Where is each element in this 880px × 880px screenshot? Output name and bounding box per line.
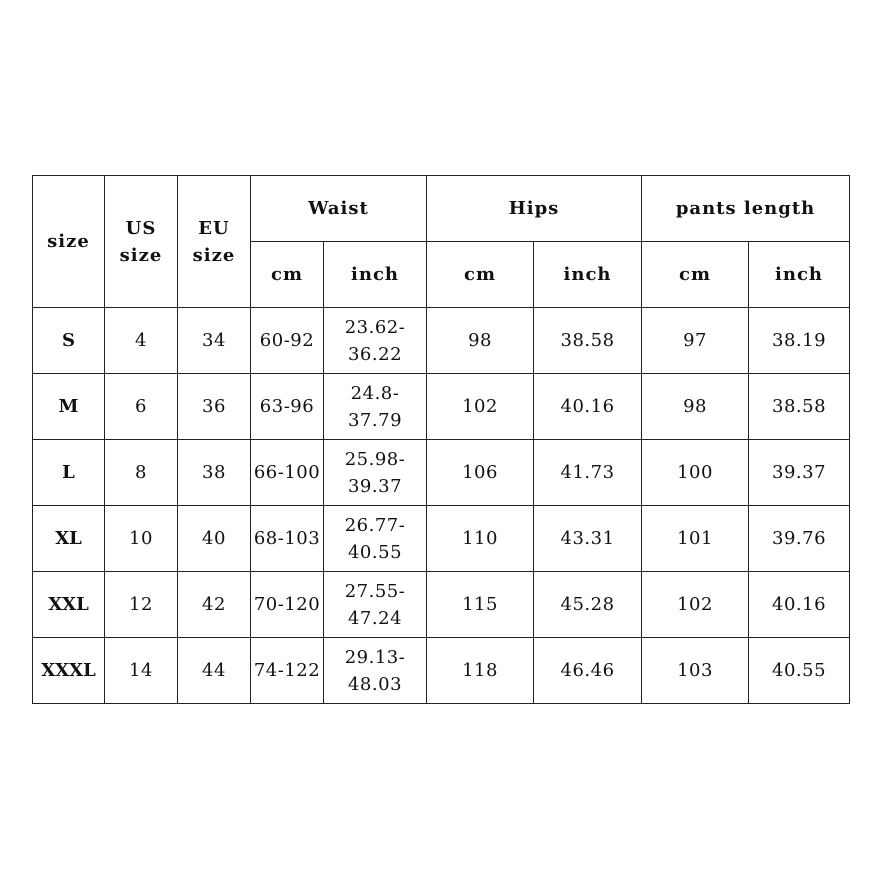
- eu-size-value: 36: [178, 374, 251, 440]
- waist-inch-value: [324, 308, 427, 374]
- header-eu-size-line1: EU: [198, 217, 230, 239]
- table-row: [33, 440, 850, 506]
- waist-inch-line1: 26.77-: [344, 514, 406, 536]
- header-eu-size: [178, 176, 251, 308]
- waist-inch-value: [324, 374, 427, 440]
- length-inch-value: 39.76: [749, 506, 850, 572]
- eu-size-value: 44: [178, 638, 251, 704]
- length-cm-value: 100: [642, 440, 749, 506]
- waist-cm-value: 66-100: [251, 440, 324, 506]
- size-label: XXL: [33, 572, 105, 638]
- size-label: XL: [33, 506, 105, 572]
- waist-inch-value: [324, 638, 427, 704]
- header-us-size: [105, 176, 178, 308]
- header-waist: Waist: [251, 176, 427, 242]
- waist-cm-value: 63-96: [251, 374, 324, 440]
- waist-inch-line2: 39.37: [347, 475, 403, 497]
- header-pants-length: pants length: [642, 176, 850, 242]
- waist-inch-value: [324, 572, 427, 638]
- length-cm-value: 97: [642, 308, 749, 374]
- waist-cm-value: 74-122: [251, 638, 324, 704]
- hips-cm-value: 98: [427, 308, 534, 374]
- size-chart-table: [32, 175, 850, 704]
- length-cm-value: 103: [642, 638, 749, 704]
- waist-inch-line1: 27.55-: [344, 580, 406, 602]
- table-row: [33, 308, 850, 374]
- hips-cm-value: 118: [427, 638, 534, 704]
- length-inch-value: 40.55: [749, 638, 850, 704]
- hips-cm-value: 110: [427, 506, 534, 572]
- waist-cm-value: 70-120: [251, 572, 324, 638]
- eu-size-value: 38: [178, 440, 251, 506]
- length-inch-value: 40.16: [749, 572, 850, 638]
- hips-cm-value: 102: [427, 374, 534, 440]
- table-row: [33, 572, 850, 638]
- length-inch-value: 38.58: [749, 374, 850, 440]
- waist-inch-value: [324, 506, 427, 572]
- waist-inch-line1: 23.62-: [344, 316, 406, 338]
- waist-cm-value: 68-103: [251, 506, 324, 572]
- length-cm-value: 102: [642, 572, 749, 638]
- length-cm-value: 101: [642, 506, 749, 572]
- hips-cm-value: 106: [427, 440, 534, 506]
- waist-inch-line2: 40.55: [347, 541, 403, 563]
- hips-inch-value: 45.28: [534, 572, 642, 638]
- header-length-cm: cm: [642, 242, 749, 308]
- header-waist-inch: inch: [324, 242, 427, 308]
- header-hips-cm: cm: [427, 242, 534, 308]
- header-waist-cm: cm: [251, 242, 324, 308]
- waist-inch-line2: 47.24: [347, 607, 403, 629]
- eu-size-value: 40: [178, 506, 251, 572]
- hips-inch-value: 41.73: [534, 440, 642, 506]
- waist-inch-line1: 29.13-: [344, 646, 406, 668]
- header-row-top: [33, 176, 850, 242]
- eu-size-value: 34: [178, 308, 251, 374]
- table-row: [33, 638, 850, 704]
- hips-inch-value: 40.16: [534, 374, 642, 440]
- header-us-size-line1: US: [125, 217, 157, 239]
- us-size-value: 12: [105, 572, 178, 638]
- waist-inch-line1: 24.8-: [350, 382, 400, 404]
- us-size-value: 14: [105, 638, 178, 704]
- size-label: S: [33, 308, 105, 374]
- waist-inch-line2: 36.22: [347, 343, 403, 365]
- header-hips-inch: inch: [534, 242, 642, 308]
- table-row: [33, 374, 850, 440]
- header-length-inch: inch: [749, 242, 850, 308]
- waist-inch-line2: 48.03: [347, 673, 403, 695]
- header-hips: Hips: [427, 176, 642, 242]
- us-size-value: 8: [105, 440, 178, 506]
- waist-inch-line1: 25.98-: [344, 448, 406, 470]
- header-size: size: [33, 176, 105, 308]
- hips-inch-value: 43.31: [534, 506, 642, 572]
- size-label: XXXL: [33, 638, 105, 704]
- eu-size-value: 42: [178, 572, 251, 638]
- header-us-size-line2: size: [119, 244, 163, 266]
- waist-inch-line2: 37.79: [347, 409, 403, 431]
- waist-inch-value: [324, 440, 427, 506]
- us-size-value: 4: [105, 308, 178, 374]
- length-inch-value: 39.37: [749, 440, 850, 506]
- us-size-value: 6: [105, 374, 178, 440]
- hips-cm-value: 115: [427, 572, 534, 638]
- table-row: [33, 506, 850, 572]
- us-size-value: 10: [105, 506, 178, 572]
- hips-inch-value: 46.46: [534, 638, 642, 704]
- waist-cm-value: 60-92: [251, 308, 324, 374]
- hips-inch-value: 38.58: [534, 308, 642, 374]
- size-label: L: [33, 440, 105, 506]
- length-cm-value: 98: [642, 374, 749, 440]
- length-inch-value: 38.19: [749, 308, 850, 374]
- size-label: M: [33, 374, 105, 440]
- header-eu-size-line2: size: [192, 244, 236, 266]
